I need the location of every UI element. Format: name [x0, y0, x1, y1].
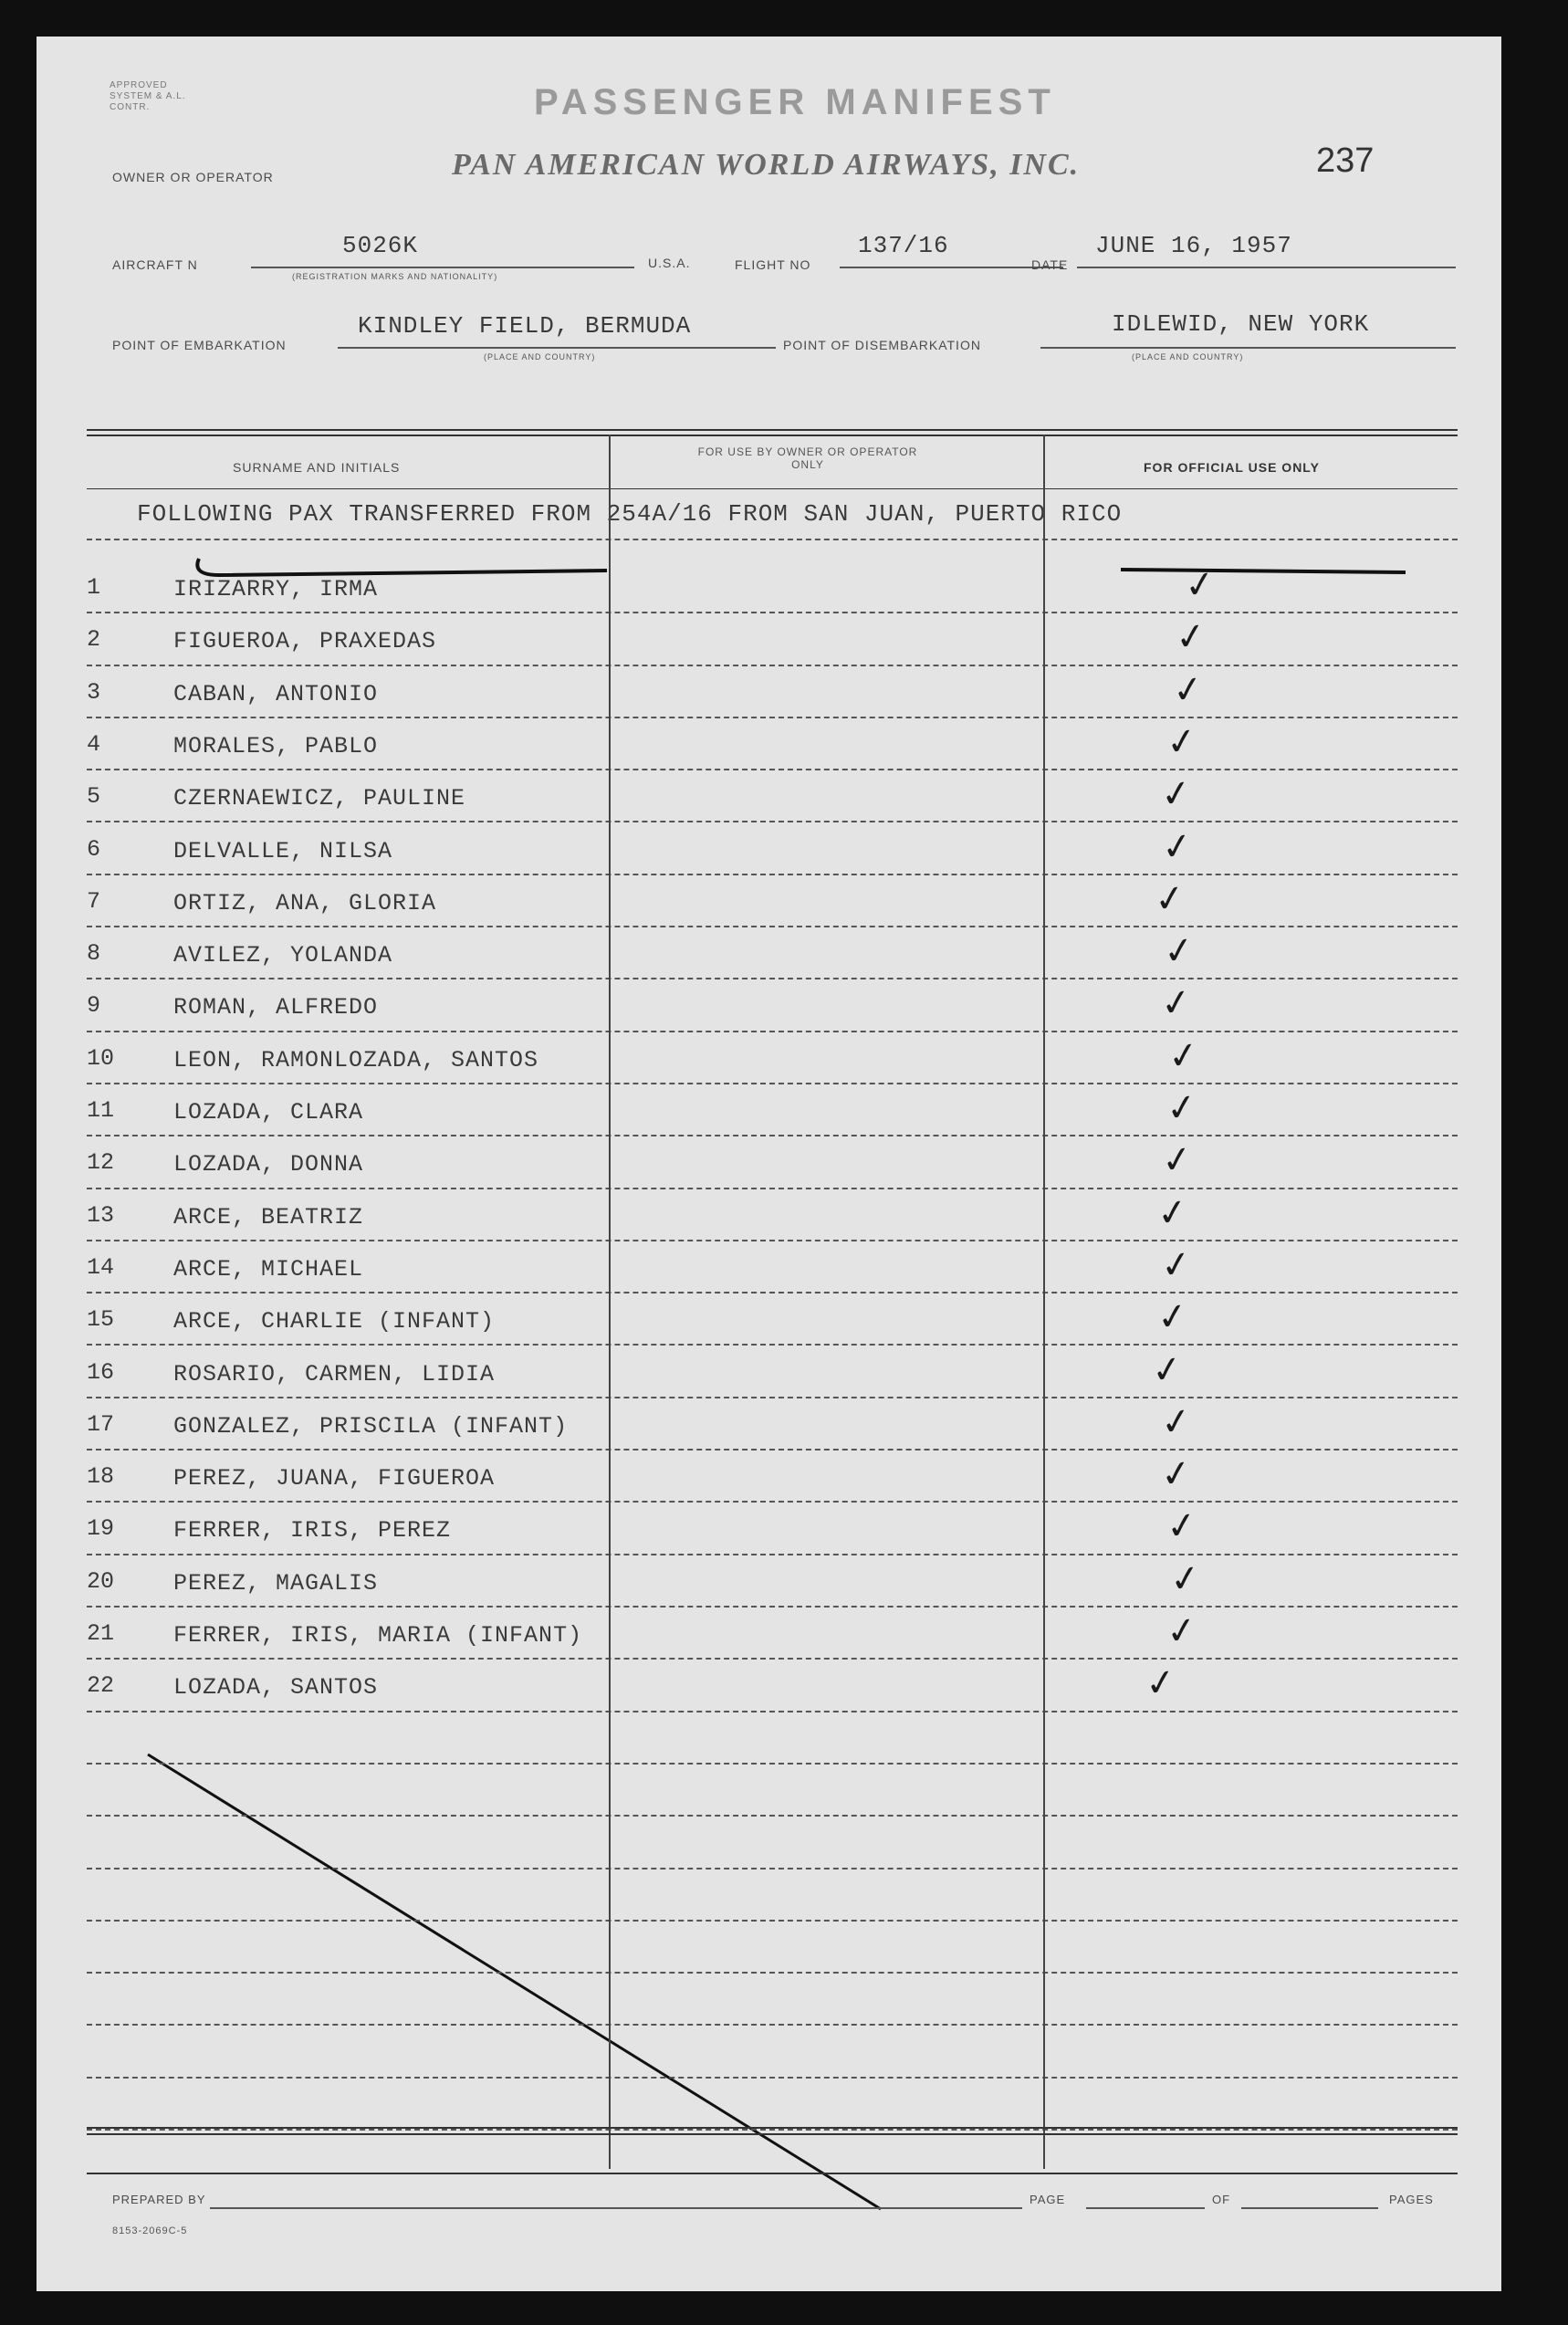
- col-official-header: FOR OFFICIAL USE ONLY: [1144, 460, 1320, 475]
- manifest-page: [37, 37, 1501, 2291]
- check-mark: ✓: [1158, 823, 1196, 870]
- passenger-number: 7: [87, 887, 101, 915]
- passenger-row: [37, 1555, 1501, 1608]
- passenger-row: [37, 1608, 1501, 1660]
- passenger-name: ROSARIO, CARMEN, LIDIA: [173, 1360, 496, 1388]
- passenger-number: 15: [87, 1306, 115, 1334]
- disembarkation-value: IDLEWID, NEW YORK: [1112, 310, 1370, 338]
- check-mark: ✓: [1157, 980, 1195, 1027]
- approval-note: APPROVED SYSTEM & A.L. CONTR.: [110, 80, 186, 112]
- passenger-row: [37, 561, 1501, 613]
- aircraft-value: 5026K: [342, 232, 419, 259]
- passenger-number: 5: [87, 783, 101, 811]
- page-number: 237: [1316, 141, 1375, 180]
- passenger-name: ARCE, CHARLIE (INFANT): [173, 1308, 496, 1335]
- passenger-number: 2: [87, 626, 101, 654]
- passenger-row: [37, 1084, 1501, 1136]
- check-mark: ✓: [1154, 1189, 1191, 1236]
- passenger-name: CABAN, ANTONIO: [173, 680, 379, 707]
- passenger-row: [37, 1398, 1501, 1451]
- disembarkation-label: POINT OF DISEMBARKATION: [783, 338, 981, 352]
- prepared-by-label: PREPARED BY: [112, 2193, 206, 2206]
- manifest-title: PASSENGER MANIFEST: [534, 82, 1056, 122]
- passenger-row: [37, 666, 1501, 718]
- check-mark: ✓: [1157, 1398, 1195, 1445]
- passenger-number: 11: [87, 1097, 115, 1124]
- of-label: OF: [1212, 2193, 1231, 2206]
- check-mark: ✓: [1169, 666, 1207, 713]
- passenger-number: 8: [87, 940, 101, 968]
- company-name: PAN AMERICAN WORLD AIRWAYS, INC.: [452, 148, 1081, 182]
- form-number: 8153-2069C-5: [112, 2226, 188, 2236]
- transfer-note: FOLLOWING PAX TRANSFERRED FROM 254A/16 FROM SAN JUAN, PUERTO RICO: [137, 500, 1123, 528]
- check-mark: ✓: [1160, 927, 1197, 975]
- passenger-name: GONZALEZ, PRISCILA (INFANT): [173, 1412, 569, 1440]
- check-mark: ✓: [1181, 561, 1218, 609]
- passenger-number: 21: [87, 1620, 115, 1647]
- col-surname-header: SURNAME AND INITIALS: [233, 460, 401, 475]
- date-label: DATE: [1031, 257, 1069, 272]
- passenger-row: [37, 1451, 1501, 1503]
- check-mark: ✓: [1163, 1084, 1200, 1132]
- check-mark: ✓: [1158, 1137, 1196, 1184]
- passenger-name: DELVALLE, NILSA: [173, 837, 393, 864]
- country-label: U.S.A.: [648, 256, 691, 270]
- check-mark: ✓: [1165, 1032, 1202, 1079]
- blank-row-line: [87, 2077, 1458, 2079]
- passenger-row: [37, 927, 1501, 979]
- check-mark: ✓: [1172, 614, 1209, 661]
- blank-row-line: [87, 1763, 1458, 1765]
- passenger-name: MORALES, PABLO: [173, 732, 379, 759]
- check-mark: ✓: [1154, 1294, 1191, 1341]
- passenger-number: 6: [87, 835, 101, 863]
- blank-row-line: [87, 1868, 1458, 1869]
- passenger-name: FERRER, IRIS, MARIA (INFANT): [173, 1622, 583, 1649]
- flight-number: 137/16: [858, 232, 949, 259]
- passenger-row: [37, 613, 1501, 665]
- flight-date: JUNE 16, 1957: [1095, 232, 1292, 259]
- passenger-row: [37, 1032, 1501, 1084]
- passenger-row: [37, 823, 1501, 875]
- passenger-number: 18: [87, 1463, 115, 1491]
- passenger-name: LOZADA, CLARA: [173, 1099, 364, 1126]
- check-mark: ✓: [1166, 1555, 1204, 1602]
- passenger-row: [37, 718, 1501, 770]
- page-label: PAGE: [1030, 2193, 1066, 2206]
- passenger-number: 10: [87, 1044, 115, 1072]
- passenger-number: 17: [87, 1410, 115, 1438]
- place-note-embark: (PLACE AND COUNTRY): [484, 352, 596, 361]
- check-mark: ✓: [1142, 1660, 1179, 1707]
- passenger-name: AVILEZ, YOLANDA: [173, 942, 393, 969]
- registration-note: (REGISTRATION MARKS AND NATIONALITY): [292, 272, 498, 281]
- owner-label: OWNER OR OPERATOR: [112, 170, 274, 184]
- blank-row-line: [87, 2129, 1458, 2131]
- diagonal-strike-line: [148, 1754, 881, 2209]
- aircraft-label: AIRCRAFT N: [112, 257, 198, 272]
- passenger-number: 22: [87, 1672, 115, 1700]
- passenger-name: LEON, RAMONLOZADA, SANTOS: [173, 1046, 539, 1073]
- passenger-row: [37, 1293, 1501, 1346]
- check-mark: ✓: [1163, 1503, 1200, 1550]
- passenger-number: 13: [87, 1201, 115, 1229]
- flight-label: FLIGHT NO: [735, 257, 811, 272]
- passenger-number: 1: [87, 574, 101, 601]
- blank-row-line: [87, 1815, 1458, 1817]
- pages-label: PAGES: [1389, 2193, 1434, 2206]
- passenger-number: 4: [87, 730, 101, 758]
- passenger-name: ARCE, BEATRIZ: [173, 1203, 364, 1231]
- col-owner-header: FOR USE BY OWNER OR OPERATOR ONLY: [697, 445, 918, 471]
- passenger-row: [37, 1241, 1501, 1293]
- blank-row-line: [87, 2024, 1458, 2026]
- embarkation-label: POINT OF EMBARKATION: [112, 338, 287, 352]
- check-mark: ✓: [1163, 718, 1200, 765]
- passenger-name: FERRER, IRIS, PEREZ: [173, 1517, 452, 1545]
- passenger-number: 14: [87, 1253, 115, 1281]
- check-mark: ✓: [1148, 1346, 1186, 1393]
- passenger-number: 12: [87, 1149, 115, 1177]
- check-mark: ✓: [1157, 1451, 1195, 1498]
- passenger-name: ORTIZ, ANA, GLORIA: [173, 889, 437, 916]
- passenger-row: [37, 1136, 1501, 1189]
- check-mark: ✓: [1157, 1241, 1195, 1288]
- passenger-row: [37, 770, 1501, 822]
- blank-row-line: [87, 1920, 1458, 1922]
- passenger-name: PEREZ, MAGALIS: [173, 1569, 379, 1597]
- passenger-row: [37, 1503, 1501, 1555]
- check-mark: ✓: [1163, 1608, 1200, 1655]
- passenger-name: LOZADA, SANTOS: [173, 1674, 379, 1702]
- passenger-name: FIGUEROA, PRAXEDAS: [173, 628, 437, 655]
- embarkation-value: KINDLEY FIELD, BERMUDA: [358, 312, 692, 340]
- passenger-row: [37, 1189, 1501, 1241]
- passenger-name: ARCE, MICHAEL: [173, 1255, 364, 1283]
- passenger-name: LOZADA, DONNA: [173, 1151, 364, 1178]
- passenger-name: IRIZARRY, IRMA: [173, 576, 379, 602]
- blank-row-line: [87, 1972, 1458, 1974]
- passenger-number: 20: [87, 1567, 115, 1595]
- passenger-row: [37, 979, 1501, 1032]
- passenger-number: 9: [87, 992, 101, 1020]
- passenger-name: CZERNAEWICZ, PAULINE: [173, 785, 466, 812]
- passenger-name: ROMAN, ALFREDO: [173, 994, 379, 1021]
- passenger-number: 19: [87, 1515, 115, 1543]
- place-note-disembark: (PLACE AND COUNTRY): [1132, 352, 1244, 361]
- check-mark: ✓: [1157, 771, 1195, 818]
- passenger-number: 3: [87, 678, 101, 706]
- passenger-row: [37, 875, 1501, 927]
- passenger-row: [37, 1346, 1501, 1398]
- passenger-row: [37, 1660, 1501, 1712]
- passenger-name: PEREZ, JUANA, FIGUEROA: [173, 1465, 496, 1492]
- passenger-number: 16: [87, 1358, 115, 1386]
- check-mark: ✓: [1151, 875, 1188, 922]
